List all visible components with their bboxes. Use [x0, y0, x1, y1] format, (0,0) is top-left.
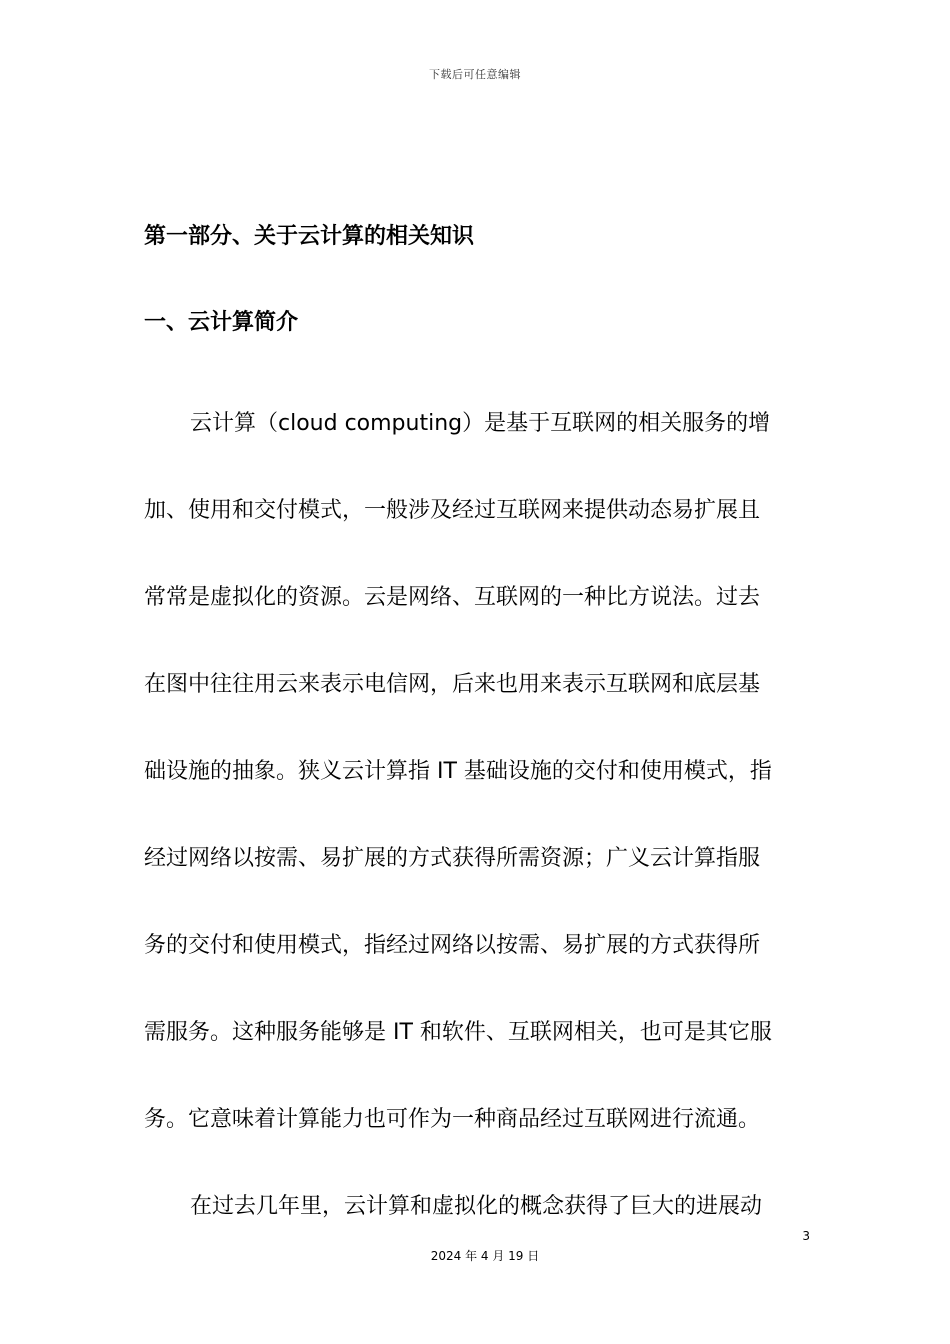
part-title: 第一部分、关于云计算的相关知识 — [144, 224, 475, 249]
paragraph-line: 础设施的抽象。狭义云计算指 IT 基础设施的交付和使用模式，指 — [144, 759, 772, 784]
paragraph-line: 在过去几年里，云计算和虚拟化的概念获得了巨大的进展动 — [190, 1194, 763, 1219]
header-note: 下载后可任意编辑 — [429, 68, 521, 81]
paragraph-1 — [144, 380, 804, 1163]
paragraph-line: 云计算（cloud computing）是基于互联网的相关服务的增 — [190, 411, 771, 436]
page-number: 3 — [802, 1229, 810, 1243]
paragraph-line: 务的交付和使用模式，指经过网络以按需、易扩展的方式获得所 — [144, 933, 761, 958]
paragraph-line: 加、使用和交付模式，一般涉及经过互联网来提供动态易扩展且 — [144, 498, 761, 523]
document-body — [144, 208, 804, 1250]
section-title: 一、云计算简介 — [144, 310, 299, 335]
paragraph-2 — [144, 1163, 804, 1250]
paragraph-line: 在图中往往用云来表示电信网，后来也用来表示互联网和底层基 — [144, 672, 761, 697]
paragraph-line: 常常是虚拟化的资源。云是网络、互联网的一种比方说法。过去 — [144, 585, 761, 610]
footer-date: 2024 年 4 月 19 日 — [430, 1249, 540, 1263]
paragraph-line: 经过网络以按需、易扩展的方式获得所需资源；广义云计算指服 — [144, 846, 761, 871]
paragraph-line: 务。它意味着计算能力也可作为一种商品经过互联网进行流通。 — [144, 1107, 761, 1132]
paragraph-line: 需服务。这种服务能够是 IT 和软件、互联网相关，也可是其它服 — [144, 1020, 772, 1045]
